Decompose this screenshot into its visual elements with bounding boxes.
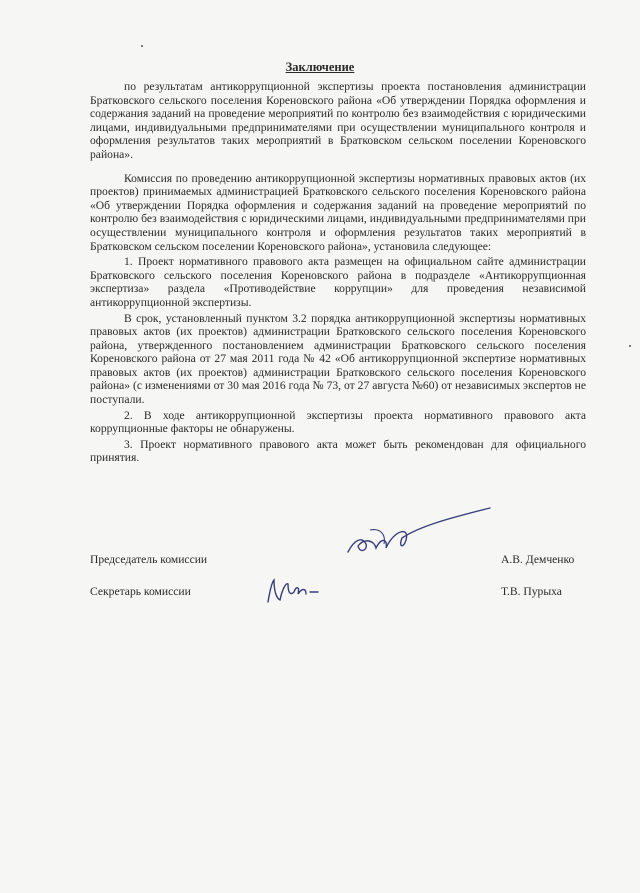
document-title: Заключение (285, 60, 355, 74)
intro-paragraph: по результатам антикоррупционной экспертизы проекта постановления администрации Братковского сельского поселения Кореновского района «Об утверждении Порядка оформления и содержания заданий на проведение мероприятий по контролю без взаимодействия с юридическими лицами, индивидуальными предпринимателями при осуществлении муниципального контроля и оформления результатов таких мероприятий в Братковском сельском поселении Кореновского района». (90, 80, 586, 161)
scan-speck (141, 45, 143, 47)
document-body (90, 80, 586, 467)
secretary-name: Т.В. Пурыха (501, 585, 562, 598)
secretary-signature (262, 572, 326, 608)
chairman-role: Председатель комиссии (90, 553, 208, 566)
deadline-paragraph: В срок, установленный пунктом 3.2 порядка антикоррупционной экспертизы нормативных правовых актов (их проектов) администрации Братковского сельского поселения Кореновского района, утвержденного постановлением администрации Братковского сельского поселения Кореновского района от 27 мая 2011 года № 42 «Об антикоррупционной экспертизе нормативных правовых актов (их проектов) администрации Братковского сельского поселения Кореновского района» (с изменениями от 30 мая 2016 года № 73, от 27 августа №60) от независимых экспертов не поступали. (90, 311, 586, 407)
chairman-signature (340, 500, 500, 560)
finding-3-paragraph: 3. Проект нормативного правового акта может быть рекомендован для официального принятия. (90, 437, 586, 465)
secretary-role: Секретарь комиссии (90, 585, 191, 598)
finding-2-paragraph: 2. В ходе антикоррупционной экспертизы проекта нормативного правового акта коррупционные факторы не обнаружены. (90, 408, 586, 436)
scan-speck (629, 345, 631, 347)
chairman-name: А.В. Демченко (501, 553, 575, 566)
finding-1-paragraph: 1. Проект нормативного правового акта размещен на официальном сайте администрации Братковского сельского поселения Кореновского района в подразделе «Антикоррупционная экспертиза» раздела «Противодействие коррупции» для проведения независимой антикоррупционной экспертизы. (90, 255, 586, 309)
commission-paragraph: Комиссия по проведению антикоррупционной экспертизы нормативных правовых актов (их проектов) принимаемых администрацией Братковского сельского поселения Кореновского района «Об утверждении Порядка оформления и содержания заданий на проведение мероприятий по контролю без взаимодействия с юридическими лицами, индивидуальными предпринимателями при осуществлении муниципального контроля и оформления результатов таких мероприятий в Братковском сельском поселении Кореновского района», установила следующее: (90, 171, 586, 253)
